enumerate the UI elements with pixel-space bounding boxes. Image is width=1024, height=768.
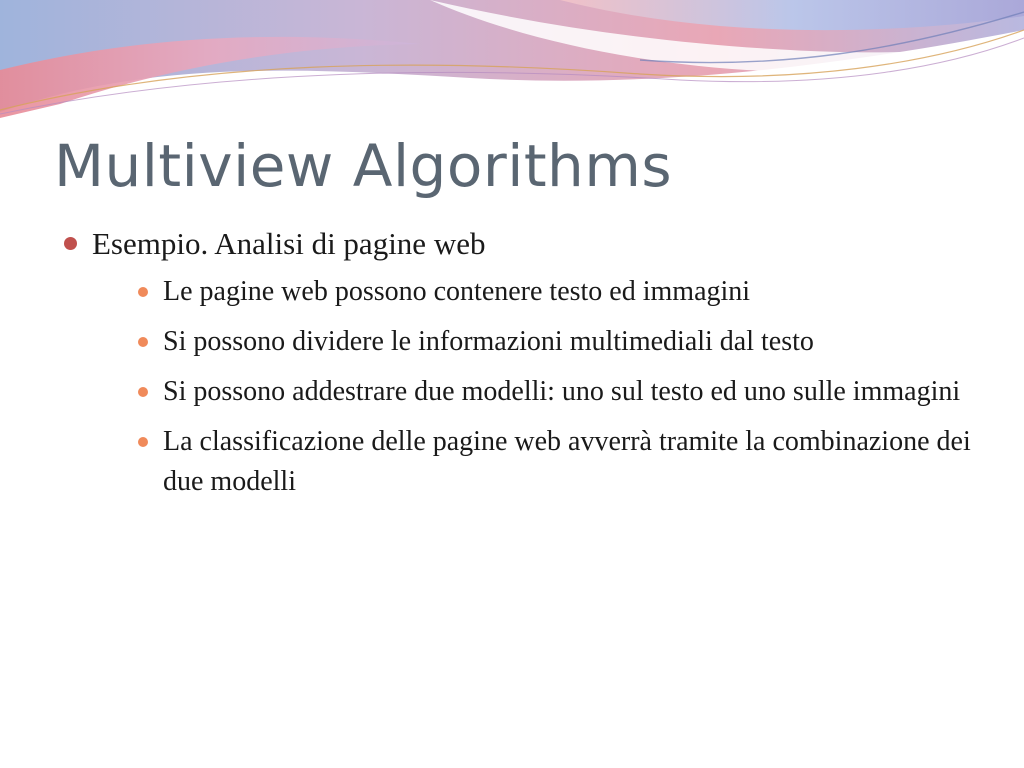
bullet-dot-icon [64, 237, 77, 250]
bullet-list [62, 222, 972, 512]
sub-bullet-dot-icon [138, 387, 148, 397]
slide-title: Multiview Algorithms [54, 132, 673, 200]
bullet-text: Esempio. Analisi di pagine web [92, 226, 486, 261]
sub-bullet-text: Le pagine web possono contenere testo ed immagini [163, 276, 751, 307]
sub-bullet-dot-icon [138, 287, 148, 297]
bullet-item-level1 [62, 222, 972, 502]
sub-bullet-text: Si possono dividere le informazioni multimediali dal testo [163, 326, 814, 357]
sub-bullet-dot-icon [138, 437, 148, 447]
sub-bullet-item [92, 272, 972, 312]
sub-bullet-text: Si possono addestrare due modelli: uno sul testo ed uno sulle immagini [163, 376, 961, 407]
sub-bullet-text: La classificazione delle pagine web avverrà tramite la combinazione dei due modelli [163, 426, 971, 497]
sub-bullet-list [92, 272, 972, 502]
sub-bullet-dot-icon [138, 337, 148, 347]
sub-bullet-item [92, 322, 972, 362]
header-wave-decoration [0, 0, 1024, 130]
sub-bullet-item [92, 372, 972, 412]
sub-bullet-item [92, 422, 972, 502]
